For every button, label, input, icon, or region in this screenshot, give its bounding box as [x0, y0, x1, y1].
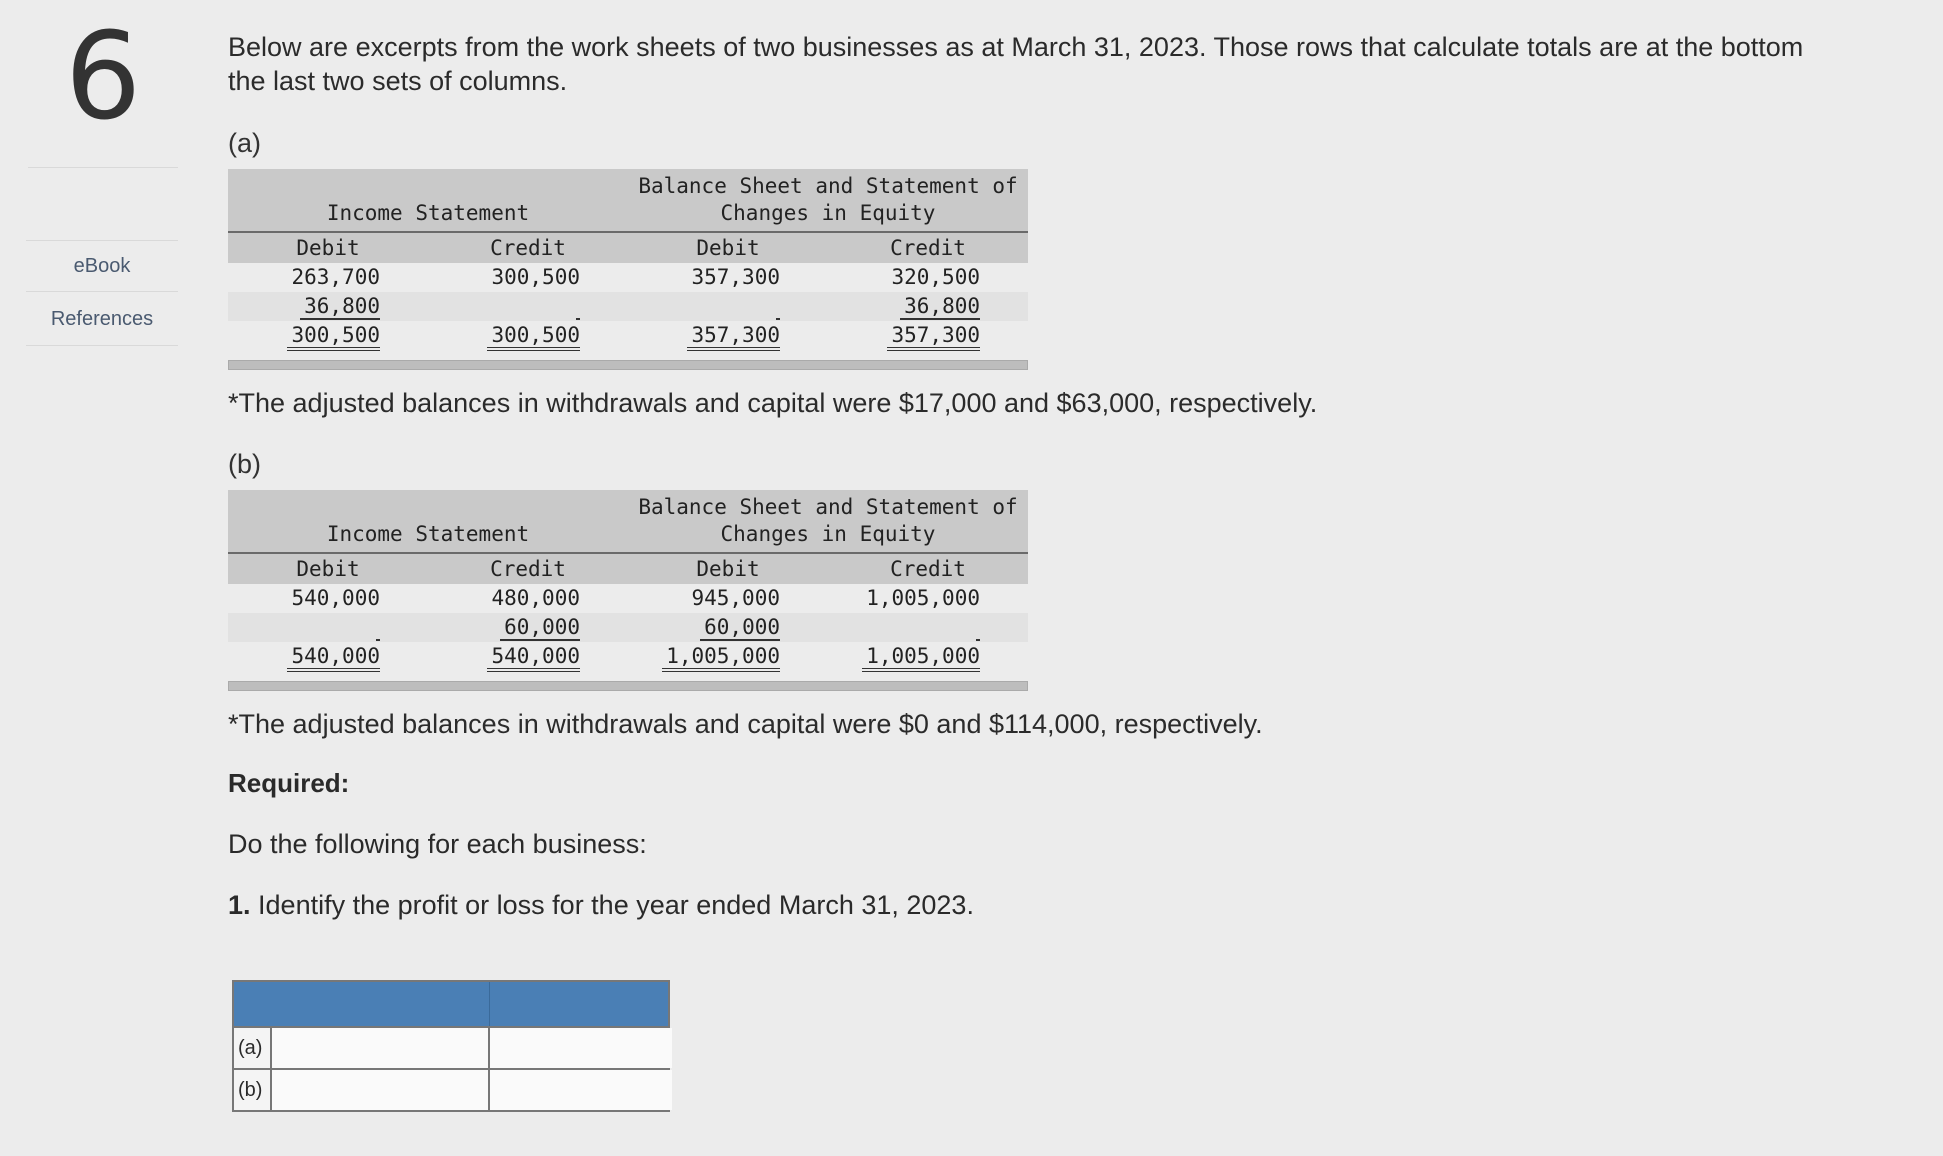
- bs-header-line-2: Changes in Equity: [720, 522, 936, 546]
- cell-value: 357,300: [687, 323, 780, 351]
- cell-value: 1,005,000: [866, 586, 980, 610]
- cell-value: 320,500: [891, 265, 980, 289]
- worksheet-a-footer: [228, 360, 1028, 370]
- cell: [428, 321, 628, 350]
- table-row: [228, 263, 1028, 292]
- required-heading: Required:: [228, 768, 350, 798]
- worksheet-a-header: [228, 169, 1028, 233]
- cell: [628, 321, 828, 350]
- cell-value: 540,000: [287, 644, 380, 672]
- cell-value: 945,000: [691, 586, 780, 610]
- cell: [828, 584, 1028, 613]
- bs-debit-header: Debit: [696, 557, 760, 581]
- answer-row-label: (b): [234, 1070, 272, 1110]
- answer-row-a: [234, 1026, 668, 1068]
- cell-value: 60,000: [500, 615, 580, 641]
- cell: [228, 292, 428, 321]
- answer-header-col-2: [490, 982, 672, 1026]
- cell: [828, 613, 1028, 642]
- question-content: [228, 30, 1943, 921]
- task-1-text: [228, 890, 1943, 921]
- table-row: [228, 292, 1028, 321]
- cell: [828, 642, 1028, 671]
- worksheet-b-header: [228, 490, 1028, 554]
- cell: [828, 263, 1028, 292]
- bs-credit-header: Credit: [890, 236, 966, 260]
- part-a-note: *The adjusted balances in withdrawals and capital were $17,000 and $63,000, respectively.: [228, 388, 1318, 418]
- cell-value: 36,800: [300, 294, 380, 320]
- cell: [628, 642, 828, 671]
- cell: [828, 292, 1028, 321]
- cell: [628, 613, 828, 642]
- cell: [428, 263, 628, 292]
- answer-table-header: [234, 982, 668, 1026]
- cell: [228, 584, 428, 613]
- is-credit-header: Credit: [490, 557, 566, 581]
- intro-line-1: Below are excerpts from the work sheets of two businesses as at March 31, 2023. Those rows that calculate totals are at the bottom: [228, 32, 1804, 62]
- answer-b-select-1[interactable]: [272, 1070, 490, 1110]
- is-debit-header: Debit: [296, 557, 360, 581]
- cell: [828, 321, 1028, 350]
- table-row: [228, 584, 1028, 613]
- worksheet-a: [228, 169, 1028, 370]
- answer-b-input-2[interactable]: [490, 1070, 672, 1110]
- income-statement-header: Income Statement: [326, 201, 530, 225]
- cell: [628, 263, 828, 292]
- answer-table: [232, 980, 670, 1112]
- task-number: 1.: [228, 890, 251, 920]
- is-credit-header: Credit: [490, 236, 566, 260]
- cell: [628, 292, 828, 321]
- question-number: 6: [28, 18, 178, 168]
- cell-value: 540,000: [291, 586, 380, 610]
- cell-value: 357,300: [887, 323, 980, 351]
- totals-row: [228, 642, 1028, 671]
- cell-value: [576, 294, 580, 320]
- cell: [228, 642, 428, 671]
- balance-sheet-header: [628, 490, 1028, 552]
- cell: [428, 613, 628, 642]
- worksheet-a-subheader: [228, 233, 1028, 263]
- cell: [428, 292, 628, 321]
- cell-value: [976, 615, 980, 641]
- cell-value: 1,005,000: [662, 644, 780, 672]
- cell: [228, 321, 428, 350]
- task-text: Identify the profit or loss for the year ended March 31, 2023.: [250, 890, 974, 920]
- is-debit-header: Debit: [296, 236, 360, 260]
- cell-value: 300,500: [487, 323, 580, 351]
- cell-value: 36,800: [900, 294, 980, 320]
- ebook-link[interactable]: eBook: [26, 240, 178, 292]
- cell-value: 540,000: [487, 644, 580, 672]
- part-b-note: *The adjusted balances in withdrawals and capital were $0 and $114,000, respectively.: [228, 709, 1263, 739]
- table-row: [228, 613, 1028, 642]
- balance-sheet-header: [628, 169, 1028, 231]
- cell: [228, 613, 428, 642]
- cell-value: [776, 294, 780, 320]
- intro-text: [228, 30, 1943, 98]
- cell-value: 1,005,000: [862, 644, 980, 672]
- cell-value: 300,500: [491, 265, 580, 289]
- worksheet-b-body: [228, 584, 1028, 671]
- instruction-text: Do the following for each business:: [228, 829, 647, 859]
- bs-header-line-1: Balance Sheet and Statement of: [638, 174, 1018, 198]
- intro-line-2: the last two sets of columns.: [228, 66, 568, 96]
- bs-header-line-1: Balance Sheet and Statement of: [638, 495, 1018, 519]
- totals-row: [228, 321, 1028, 350]
- cell-value: 263,700: [291, 265, 380, 289]
- cell-value: 300,500: [287, 323, 380, 351]
- worksheet-b: [228, 490, 1028, 691]
- references-link[interactable]: References: [26, 294, 178, 346]
- cell: [628, 584, 828, 613]
- cell-value: 480,000: [491, 586, 580, 610]
- bs-header-line-2: Changes in Equity: [720, 201, 936, 225]
- cell: [428, 642, 628, 671]
- answer-a-input-2[interactable]: [490, 1028, 672, 1068]
- bs-debit-header: Debit: [696, 236, 760, 260]
- bs-credit-header: Credit: [890, 557, 966, 581]
- cell-value: 60,000: [700, 615, 780, 641]
- answer-a-select-1[interactable]: [272, 1028, 490, 1068]
- cell: [428, 584, 628, 613]
- answer-row-b: [234, 1068, 668, 1110]
- cell-value: 357,300: [691, 265, 780, 289]
- worksheet-b-footer: [228, 681, 1028, 691]
- answer-header-col-1: [234, 982, 490, 1026]
- cell: [228, 263, 428, 292]
- worksheet-b-subheader: [228, 554, 1028, 584]
- part-b-label: (b): [228, 449, 261, 479]
- worksheet-a-body: [228, 263, 1028, 350]
- income-statement-header: Income Statement: [326, 522, 530, 546]
- sidebar: [0, 0, 178, 1156]
- cell-value: [376, 615, 380, 641]
- answer-row-label: (a): [234, 1028, 272, 1068]
- part-a-label: (a): [228, 128, 261, 158]
